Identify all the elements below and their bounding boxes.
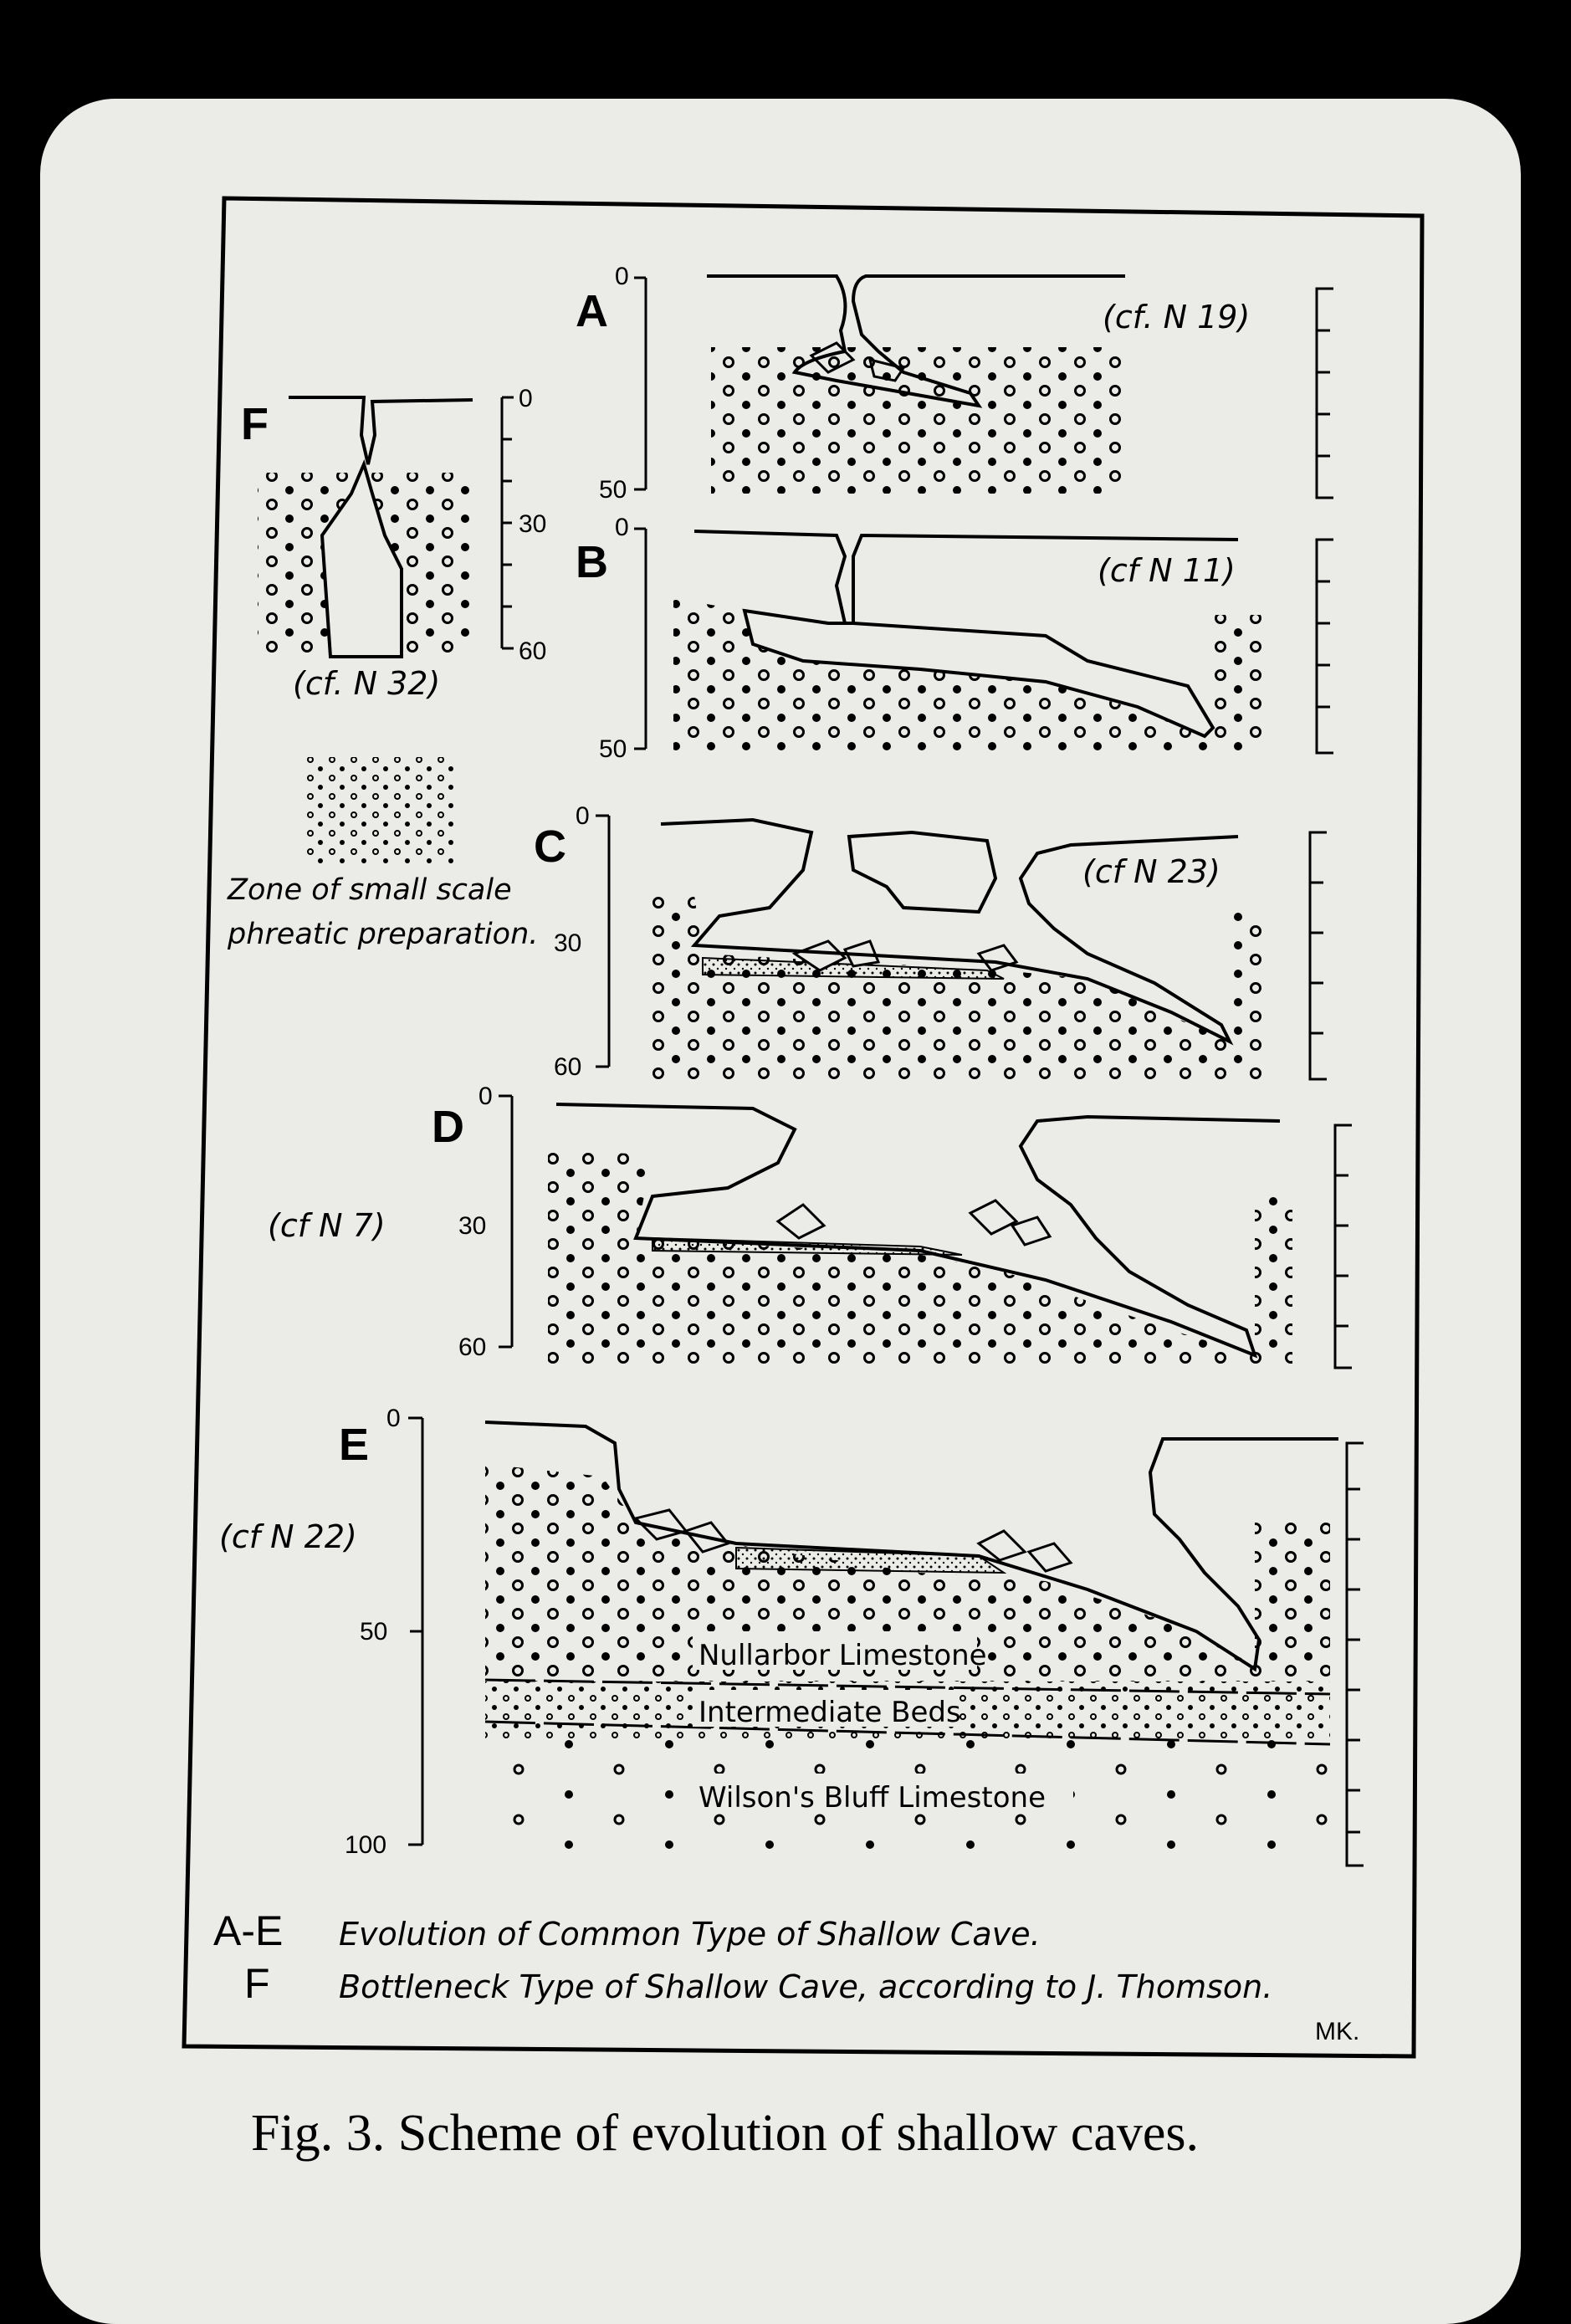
bed-wilsons-bluff-limestone: Wilson's Bluff Limestone bbox=[699, 1781, 1046, 1815]
panel-c-tick-30: 30 bbox=[554, 929, 582, 957]
bed-intermediate-beds: Intermediate Beds bbox=[699, 1696, 961, 1729]
panel-c-ref: (cf N 23) bbox=[1082, 853, 1220, 890]
panel-c-tick-60: 60 bbox=[554, 1053, 582, 1081]
panel-e-ref: (cf N 22) bbox=[219, 1518, 357, 1555]
panel-a-tick-50: 50 bbox=[599, 476, 627, 504]
legend-text-a-e: Evolution of Common Type of Shallow Cave. bbox=[339, 1916, 1041, 1953]
panel-f-tick-60: 60 bbox=[519, 637, 547, 665]
panel-e-tick-50: 50 bbox=[360, 1618, 388, 1646]
author-initials: MK. bbox=[1315, 2018, 1360, 2045]
panel-b-tick-50: 50 bbox=[599, 735, 627, 763]
panel-d-tick-0: 0 bbox=[478, 1083, 493, 1110]
panel-d-letter: D bbox=[432, 1102, 464, 1152]
panel-b-letter: B bbox=[576, 537, 608, 587]
panel-f-tick-30: 30 bbox=[519, 510, 547, 538]
panel-d-ref: (cf N 7) bbox=[268, 1207, 386, 1244]
panel-f-letter: F bbox=[241, 399, 269, 449]
panel-b-tick-0: 0 bbox=[615, 514, 629, 541]
panel-d-tick-60: 60 bbox=[458, 1333, 487, 1361]
legend-text-f: Bottleneck Type of Shallow Cave, according to J. Thomson. bbox=[339, 1968, 1273, 2005]
panel-e-letter: E bbox=[339, 1420, 370, 1470]
panel-a-ref: (cf. N 19) bbox=[1103, 299, 1251, 335]
panel-e-tick-0: 0 bbox=[386, 1405, 401, 1432]
bed-nullarbor-limestone: Nullarbor Limestone bbox=[699, 1639, 987, 1672]
panel-c-tick-0: 0 bbox=[576, 802, 590, 830]
panel-c-letter: C bbox=[534, 822, 566, 872]
panel-a-letter: A bbox=[576, 286, 608, 336]
figure-caption: Fig. 3. Scheme of evolution of shallow caves. bbox=[251, 2105, 1200, 2162]
panel-b-ref: (cf N 11) bbox=[1098, 552, 1236, 589]
panel-f-ref: (cf. N 32) bbox=[293, 665, 441, 702]
panel-f-tick-0: 0 bbox=[519, 385, 533, 412]
panel-a-tick-0: 0 bbox=[615, 263, 629, 290]
legend-key-f: F bbox=[244, 1960, 270, 2007]
zone-note-line-2: phreatic preparation. bbox=[228, 918, 539, 951]
panel-a-limestone bbox=[711, 347, 1121, 494]
panel-d-tick-30: 30 bbox=[458, 1212, 487, 1240]
legend-key-a-e: A-E bbox=[213, 1907, 284, 1954]
zone-swatch bbox=[305, 757, 456, 866]
zone-note-line-1: Zone of small scale bbox=[228, 873, 512, 907]
panel-e-tick-100: 100 bbox=[345, 1831, 387, 1859]
